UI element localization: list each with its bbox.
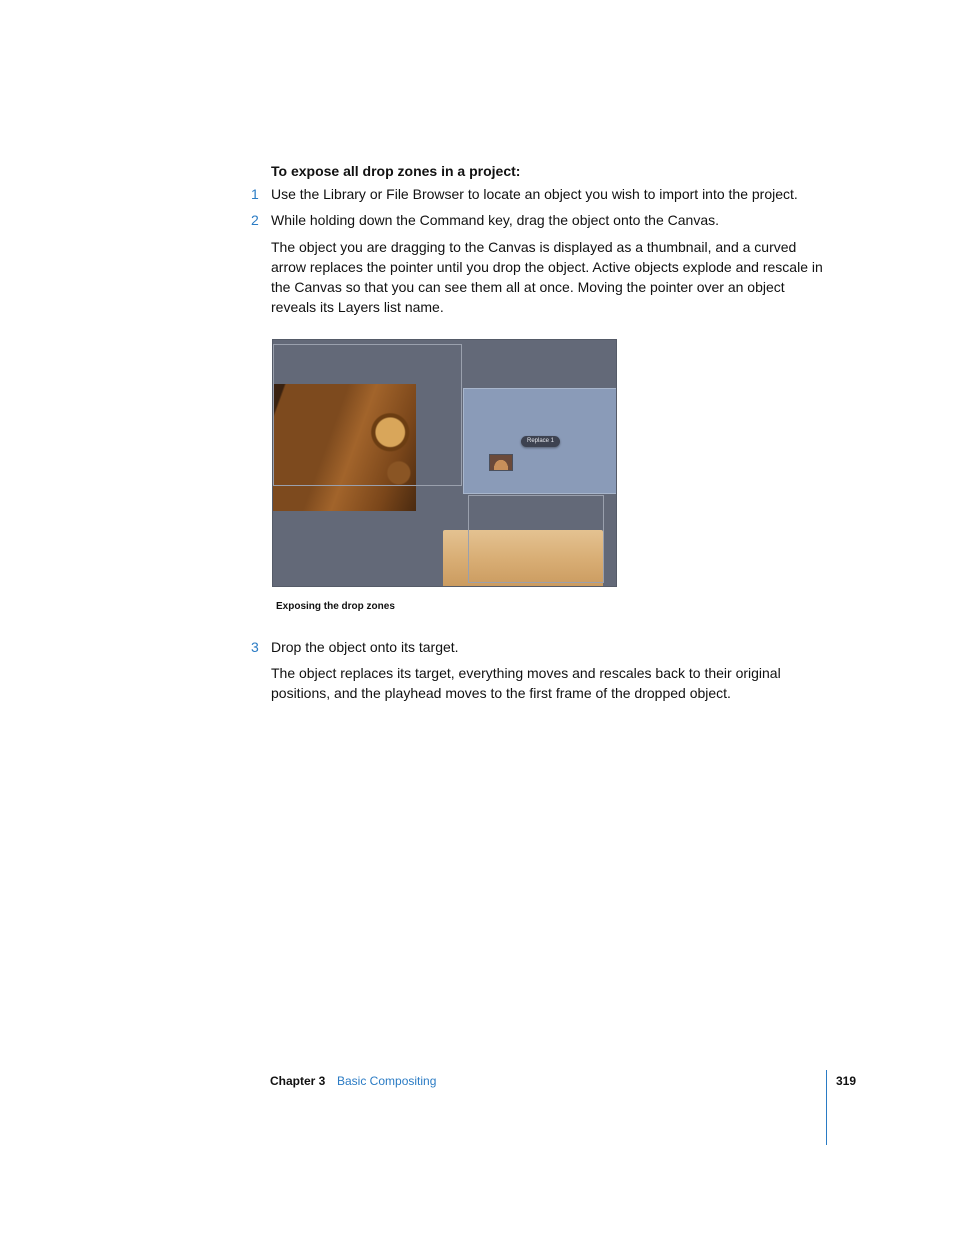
step-text: Use the Library or File Browser to locate an object you wish to import into the project. [271, 186, 798, 202]
procedure-heading: To expose all drop zones in a project: [271, 163, 521, 179]
body-paragraph: The object replaces its target, everything moves and rescales back to their original positions, and the playhead moves to the first frame of the dropped object. [271, 665, 781, 701]
drop-zone-outline [468, 495, 604, 583]
drag-thumbnail [489, 454, 513, 471]
step-number: 3 [251, 639, 259, 655]
footer-chapter: Chapter 3 [270, 1074, 326, 1088]
footer-chapter-title: Basic Compositing [337, 1074, 437, 1088]
body-paragraph: The object you are dragging to the Canvas is displayed as a thumbnail, and a curved arrow replaces the pointer until you drop the object. Active objects explode and rescale in the Canvas so that you can see them all at once. Moving the pointer over an object reveals its Layers list name. [271, 239, 823, 315]
step-number: 1 [251, 186, 259, 202]
drop-zone-outline [273, 344, 462, 486]
figure-caption: Exposing the drop zones [276, 601, 395, 612]
step-text: While holding down the Command key, drag the object onto the Canvas. [271, 212, 719, 228]
layer-name-tooltip: Replace 1 [521, 436, 560, 447]
step-number: 2 [251, 212, 259, 228]
footer-divider [826, 1070, 827, 1145]
step-text: Drop the object onto its target. [271, 639, 459, 655]
page-number: 319 [836, 1074, 857, 1088]
canvas-figure [272, 339, 617, 587]
